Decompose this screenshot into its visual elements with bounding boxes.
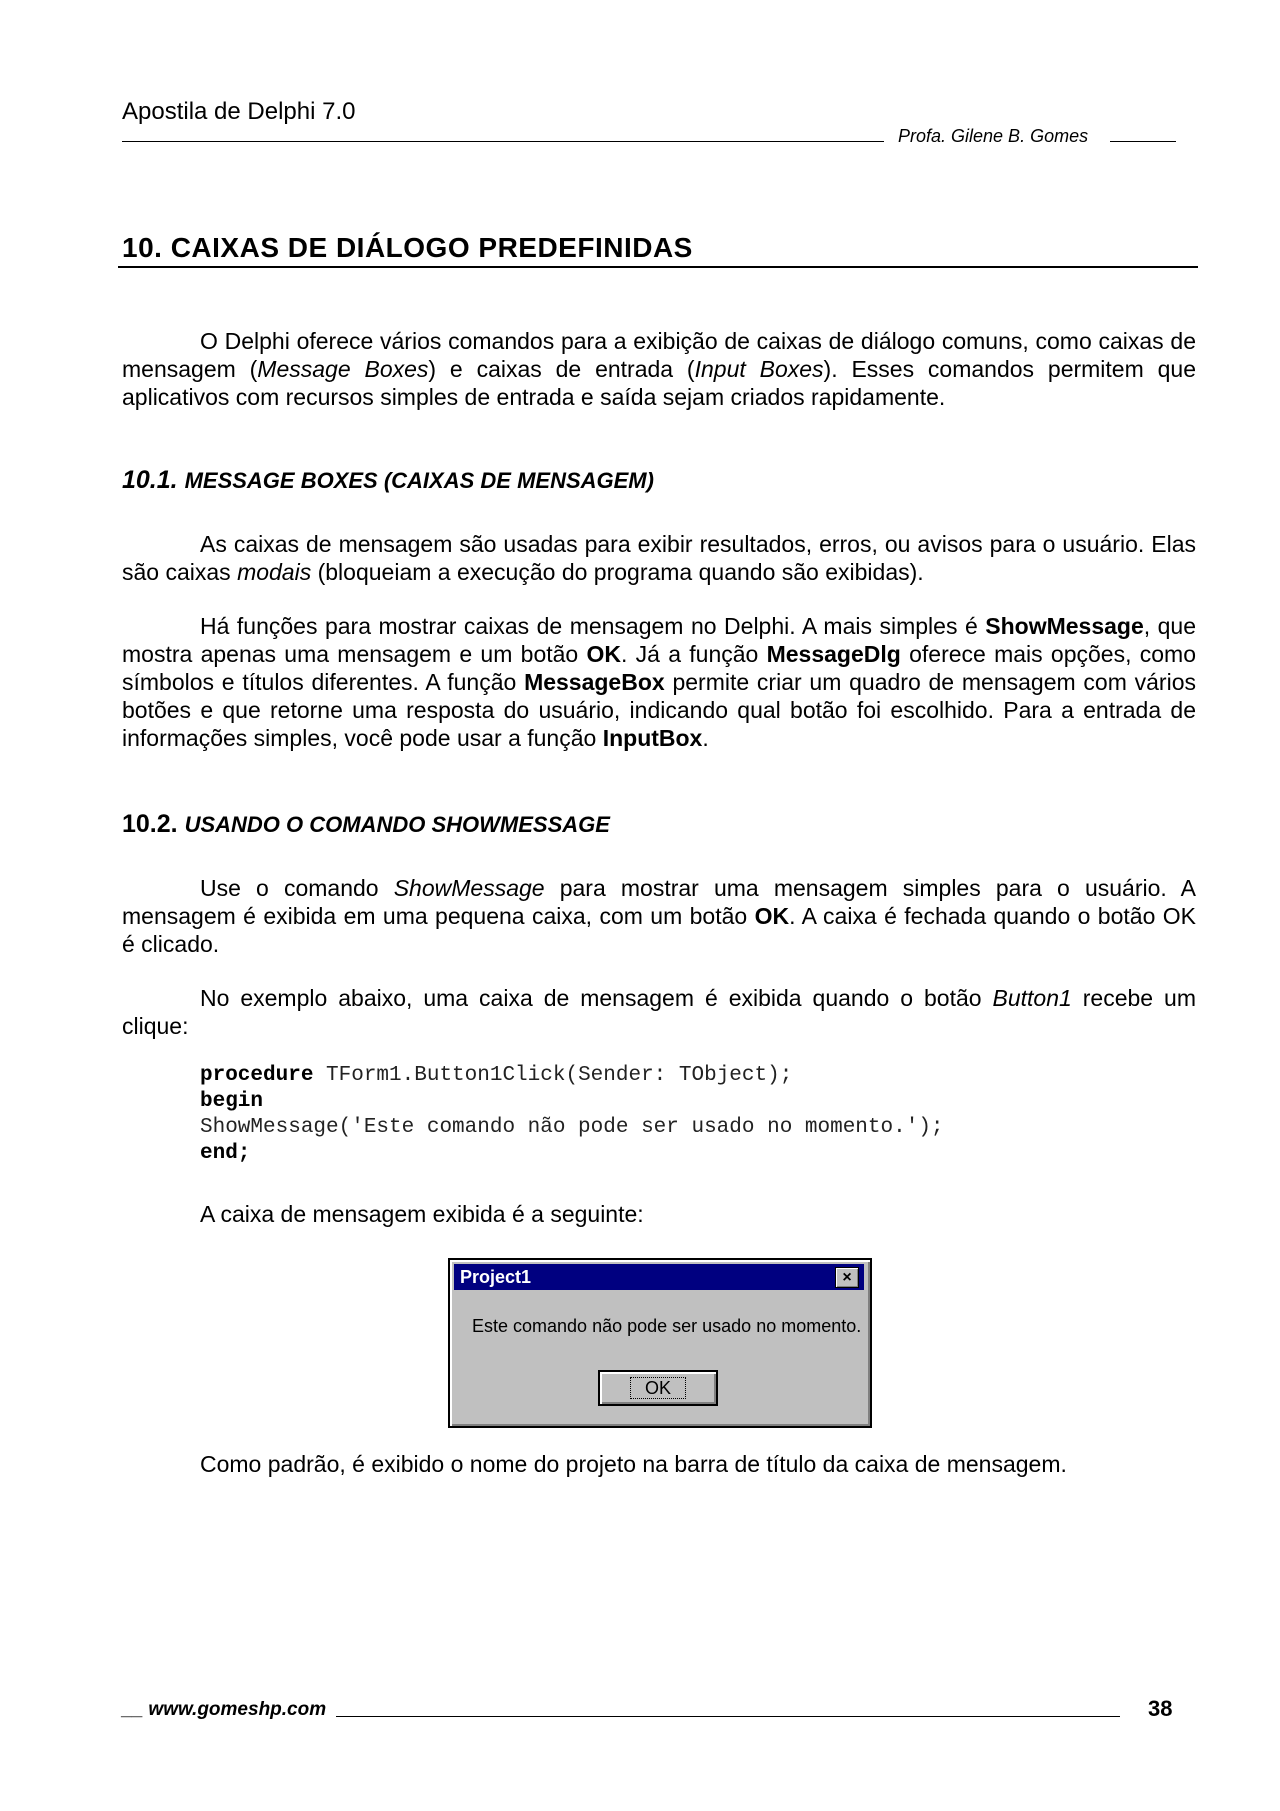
section-10-2-heading: 10.2. USANDO O COMANDO SHOWMESSAGE — [122, 810, 610, 838]
dialog-title-bar — [454, 1264, 864, 1290]
section-10-2-paragraph-3: A caixa de mensagem exibida é a seguinte: — [200, 1201, 644, 1227]
page-number: 38 — [1148, 1696, 1173, 1721]
message-dialog-screenshot — [448, 1258, 872, 1428]
code-line-1: procedure TForm1.Button1Click(Sender: TObject); — [200, 1064, 793, 1087]
section-10-2-paragraph-2: No exemplo abaixo, uma caixa de mensagem é exibida quando o botão Button1 recebe um clique: — [122, 985, 1196, 1039]
section-10-2-paragraph-4: Como padrão, é exibido o nome do projeto na barra de título da caixa de mensagem. — [200, 1451, 1067, 1477]
document-header-title: Apostila de Delphi 7.0 — [122, 98, 356, 125]
document-header-author: Profa. Gilene B. Gomes — [898, 126, 1089, 146]
dialog-message: Este comando não pode ser usado no momento. — [472, 1316, 862, 1336]
ok-button[interactable] — [598, 1370, 718, 1406]
header-rule — [122, 141, 884, 142]
footer-site: __ www.gomeshp.com — [122, 1699, 327, 1720]
header-rule-right — [1110, 141, 1176, 142]
intro-paragraph: O Delphi oferece vários comandos para a exibição de caixas de diálogo comuns, como caixas de mensagem (Message Boxes) e caixas de entrada (Input Boxes). Esses comandos permitem que aplicativos com recursos simples de entrada e saída sejam criados rapidamente. — [122, 328, 1196, 410]
code-block — [200, 1063, 944, 1167]
section-10-1-paragraph-2: Há funções para mostrar caixas de mensagem no Delphi. A mais simples é ShowMessage, que mostra apenas uma mensagem e um botão OK. Já a função MessageDlg oferece mais opções, como símbolos e títulos diferentes. A função MessageBox permite criar um quadro de mensagem com vários botões e que retorne uma resposta do usuário, indicando qual botão foi escolhido. Para a entrada de informações simples, você pode usar a função InputBox. — [122, 613, 1197, 751]
footer-rule — [336, 1716, 1120, 1717]
section-10-1-paragraph-1: As caixas de mensagem são usadas para exibir resultados, erros, ou avisos para o usuário. Elas são caixas modais (bloqueiam a execução do programa quando são exibidas). — [122, 531, 1196, 585]
close-icon[interactable]: × — [835, 1267, 859, 1288]
chapter-rule — [118, 266, 1198, 268]
code-line-4: end; — [200, 1142, 251, 1165]
chapter-title: 10. CAIXAS DE DIÁLOGO PREDEFINIDAS — [122, 232, 693, 263]
code-line-3: ShowMessage('Este comando não pode ser usado no momento.'); — [200, 1116, 944, 1139]
dialog-title: Project1 — [460, 1267, 532, 1287]
section-10-2-paragraph-1: Use o comando ShowMessage para mostrar uma mensagem simples para o usuário. A mensagem é exibida em uma pequena caixa, com um botão OK. A caixa é fechada quando o botão OK é clicado. — [122, 875, 1196, 957]
ok-button-label: OK — [630, 1377, 686, 1399]
section-10-1-heading: 10.1. MESSAGE BOXES (CAIXAS DE MENSAGEM) — [122, 466, 654, 494]
code-line-2: begin — [200, 1090, 264, 1113]
